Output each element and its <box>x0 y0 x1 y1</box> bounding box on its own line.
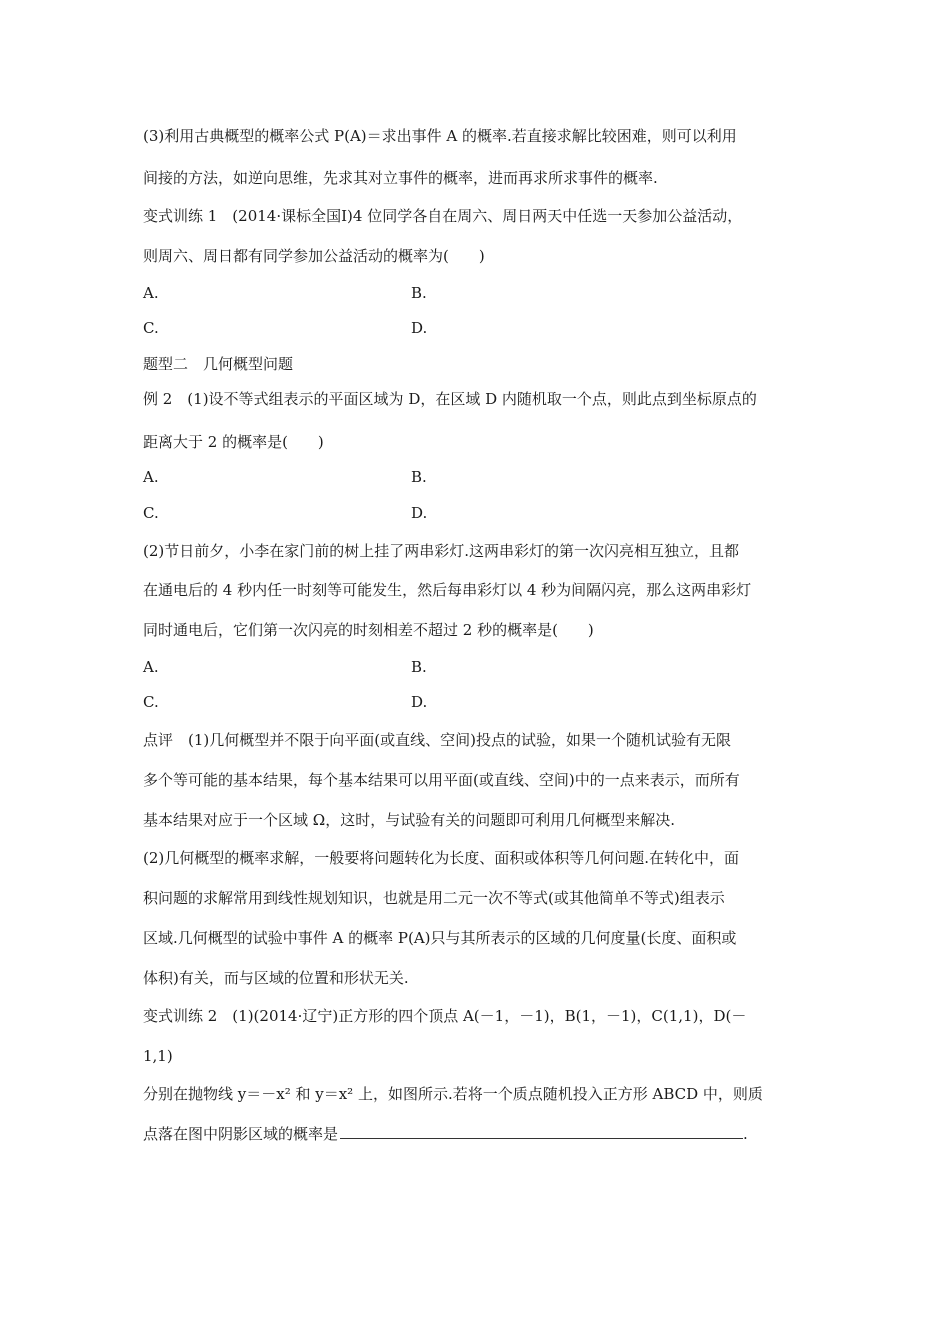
text-line: 基本结果对应于一个区域 Ω，这时，与试验有关的问题即可利用几何概型来解决. <box>143 811 675 829</box>
option-c: C. <box>143 319 159 337</box>
text-line: 距离大于 2 的概率是( ) <box>143 433 324 451</box>
fill-in-question <box>143 1124 748 1144</box>
text-line: 间接的方法，如逆向思维，先求其对立事件的概率，进而再求所求事件的概率. <box>143 169 658 187</box>
text-line: 变式训练 1 (2014·课标全国Ⅰ)4 位同学各自在周六、周日两天中任选一天参加公益活动， <box>143 207 743 225</box>
text-line: 例 2 (1)设不等式组表示的平面区域为 D，在区域 D 内随机取一个点，则此点到坐标原点的 <box>143 390 757 408</box>
period: . <box>743 1125 748 1143</box>
text-line: (2)节日前夕，小李在家门前的树上挂了两串彩灯.这两串彩灯的第一次闪亮相互独立，且都 <box>143 542 740 560</box>
option-b: B. <box>411 658 427 676</box>
text-line: 多个等可能的基本结果，每个基本结果可以用平面(或直线、空间)中的一点来表示，而所有 <box>143 771 740 789</box>
question-text: 点落在图中阴影区域的概率是 <box>143 1125 339 1143</box>
text-line: 则周六、周日都有同学参加公益活动的概率为( ) <box>143 247 485 265</box>
text-line: 同时通电后，它们第一次闪亮的时刻相差不超过 2 秒的概率是( ) <box>143 621 594 639</box>
option-c: C. <box>143 504 159 522</box>
text-line: 积问题的求解常用到线性规划知识，也就是用二元一次不等式(或其他简单不等式)组表示 <box>143 889 725 907</box>
option-d: D. <box>411 319 428 337</box>
text-line: 体积)有关，而与区域的位置和形状无关. <box>143 969 409 987</box>
comment-heading: 点评 (1)几何概型并不限于向平面(或直线、空间)投点的试验，如果一个随机试验有无限 <box>143 731 731 749</box>
option-d: D. <box>411 504 428 522</box>
option-a: A. <box>143 658 159 676</box>
text-line: 变式训练 2 (1)(2014·辽宁)正方形的四个顶点 A(－1，－1)，B(1，－1)，C(1,1)，D(－ <box>143 1007 747 1025</box>
text-line: 在通电后的 4 秒内任一时刻等可能发生，然后每串彩灯以 4 秒为间隔闪亮，那么这两串彩灯 <box>143 581 752 599</box>
text-line: (2)几何概型的概率求解，一般要将问题转化为长度、面积或体积等几何问题.在转化中，面 <box>143 849 740 867</box>
option-b: B. <box>411 468 427 486</box>
answer-blank <box>340 1124 743 1139</box>
text-line: (3)利用古典概型的概率公式 P(A)＝求出事件 A 的概率.若直接求解比较困难，则可以利用 <box>143 127 737 145</box>
text-line: 分别在抛物线 y＝－x² 和 y＝x² 上，如图所示.若将一个质点随机投入正方形 ABCD 中，则质 <box>143 1085 763 1103</box>
option-c: C. <box>143 693 159 711</box>
text-line: 区域.几何概型的试验中事件 A 的概率 P(A)只与其所表示的区域的几何度量(长度、面积或 <box>143 929 737 947</box>
option-a: A. <box>143 284 159 302</box>
option-b: B. <box>411 284 427 302</box>
section-heading: 题型二 几何概型问题 <box>143 355 294 373</box>
option-a: A. <box>143 468 159 486</box>
option-d: D. <box>411 693 428 711</box>
text-line: 1,1) <box>143 1047 173 1065</box>
